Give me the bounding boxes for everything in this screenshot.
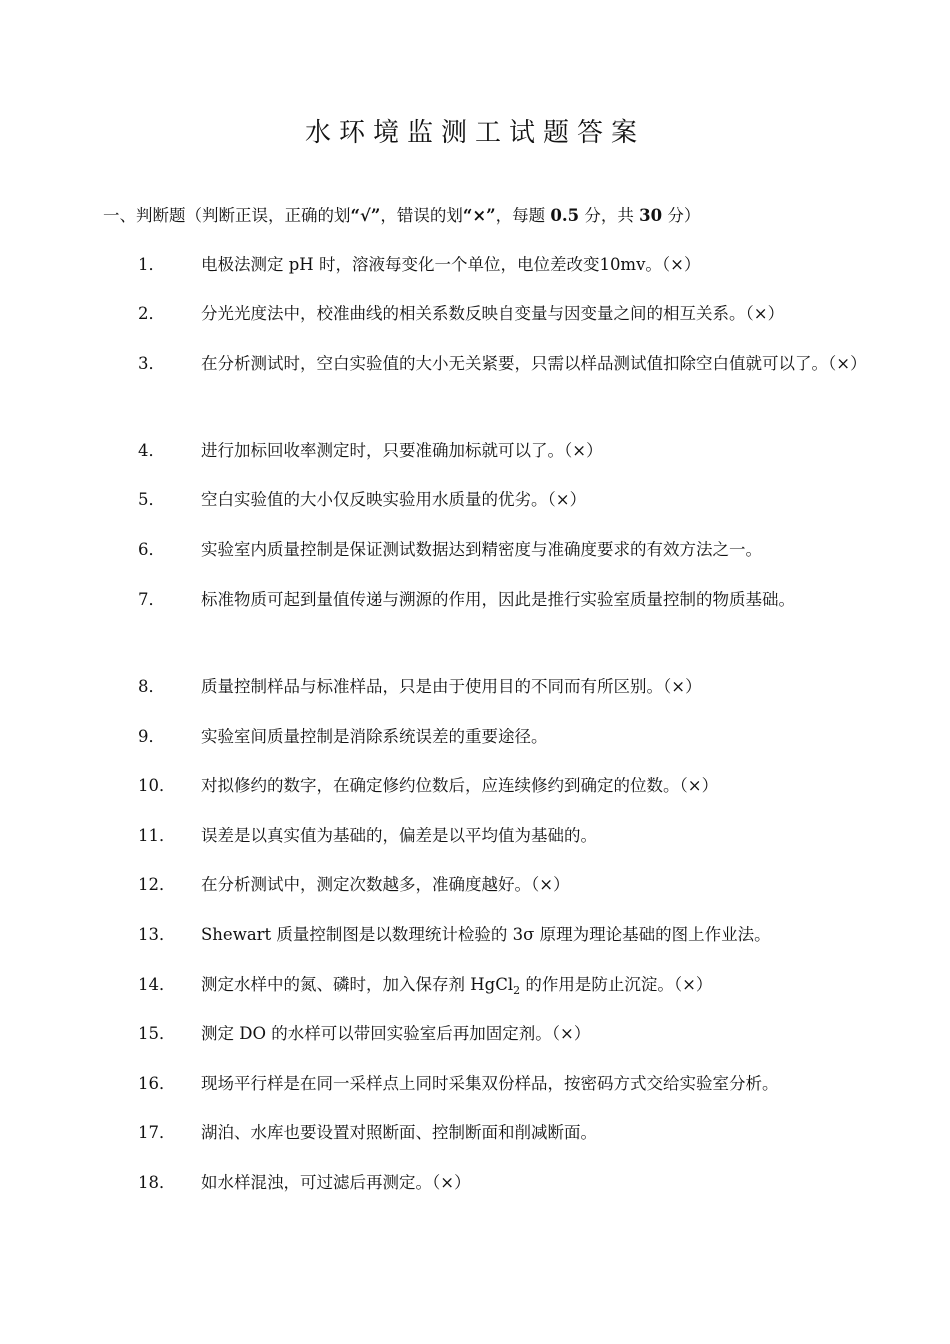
- question-number: 2．: [138, 304, 165, 323]
- question-text: 在分析测试时，空白实验值的大小无关紧要，只需以样品测试值扣除空白值就可以了。（×）: [201, 354, 867, 373]
- question-number: 4．: [138, 441, 165, 460]
- question-number: 3．: [138, 354, 165, 373]
- question-item: [103, 917, 865, 953]
- question-item: [103, 1165, 865, 1201]
- question-text: 空白实验值的大小仅反映实验用水质量的优劣。（×）: [201, 490, 587, 509]
- question-number: 7．: [138, 590, 165, 609]
- question-number: 8．: [138, 677, 165, 696]
- unit-label-1: 分，共: [579, 206, 640, 225]
- question-number: 10．: [138, 776, 176, 795]
- question-text-start: 测定水样中的氮、磷时，加入保存剂 HgCl: [201, 975, 514, 994]
- question-item: [103, 296, 865, 332]
- question-text: 标准物质可起到量值传递与溯源的作用，因此是推行实验室质量控制的物质基础。: [201, 590, 795, 609]
- question-item: [103, 582, 865, 618]
- wrong-mark: “×”: [462, 206, 496, 225]
- section-mid: ，错误的划: [380, 206, 463, 225]
- question-item: [103, 482, 865, 518]
- question-item: [103, 532, 865, 568]
- question-text: 误差是以真实值为基础的，偏差是以平均值为基础的。: [201, 826, 597, 845]
- question-text: 电极法测定 pH 时，溶液每变化一个单位，电位差改变10mv。（×）: [201, 255, 701, 274]
- question-text: 分光光度法中，校准曲线的相关系数反映自变量与因变量之间的相互关系。（×）: [201, 304, 785, 323]
- question-text: 质量控制样品与标准样品，只是由于使用目的不同而有所区别。（×）: [201, 677, 702, 696]
- question-number: 1．: [138, 255, 165, 274]
- question-number: 6．: [138, 540, 165, 559]
- question-number: 18．: [138, 1173, 176, 1192]
- question-item: [103, 1016, 865, 1052]
- section-heading: [103, 202, 700, 226]
- question-item: [103, 818, 865, 854]
- question-item: [103, 867, 865, 903]
- question-item: [103, 433, 865, 469]
- question-text: 对拟修约的数字，在确定修约位数后，应连续修约到确定的位数。（×）: [201, 776, 719, 795]
- question-item: [103, 346, 865, 382]
- question-number: 16．: [138, 1074, 176, 1093]
- unit-label-2: 分）: [662, 206, 701, 225]
- question-number: 17．: [138, 1123, 176, 1142]
- question-text: Shewart 质量控制图是以数理统计检验的 3σ 原理为理论基础的图上作业法。: [201, 925, 771, 944]
- question-text-end: 的作用是防止沉淀。（×）: [520, 975, 713, 994]
- question-text: 在分析测试中，测定次数越多，准确度越好。（×）: [201, 875, 570, 894]
- question-number: 14．: [138, 975, 176, 994]
- each-score: 0.5: [550, 206, 580, 225]
- question-number: 15．: [138, 1024, 176, 1043]
- question-item: [103, 1066, 865, 1102]
- section-prefix: 一、判断题（判断正误，正确的划: [103, 206, 351, 225]
- right-mark: “√”: [350, 206, 381, 225]
- each-label: ，每题: [495, 206, 551, 225]
- question-number: 11．: [138, 826, 176, 845]
- page-title: 水环境监测工试题答案: [304, 118, 645, 148]
- question-text: 湖泊、水库也要设置对照断面、控制断面和削减断面。: [201, 1123, 597, 1142]
- question-item: [103, 719, 865, 755]
- total-score: 30: [639, 206, 663, 225]
- question-text: 现场平行样是在同一采样点上同时采集双份样品，按密码方式交给实验室分析。: [201, 1074, 779, 1093]
- subscript: 2: [513, 984, 521, 997]
- question-text: [103, 967, 865, 1003]
- question-item: [103, 967, 865, 1003]
- question-number: 12．: [138, 875, 176, 894]
- question-text: 如水样混浊，可过滤后再测定。（×）: [201, 1173, 471, 1192]
- question-item: [103, 1115, 865, 1151]
- question-item: [103, 768, 865, 804]
- question-text: 测定 DO 的水样可以带回实验室后再加固定剂。（×）: [201, 1024, 591, 1043]
- question-item: [103, 247, 865, 283]
- question-item: [103, 669, 865, 705]
- question-number: 13．: [138, 925, 176, 944]
- question-number: 9．: [138, 727, 165, 746]
- question-text: 进行加标回收率测定时，只要准确加标就可以了。（×）: [201, 441, 603, 460]
- question-text: 实验室间质量控制是消除系统误差的重要途径。: [201, 727, 548, 746]
- question-text: 实验室内质量控制是保证测试数据达到精密度与准确度要求的有效方法之一。: [201, 540, 762, 559]
- question-number: 5．: [138, 490, 165, 509]
